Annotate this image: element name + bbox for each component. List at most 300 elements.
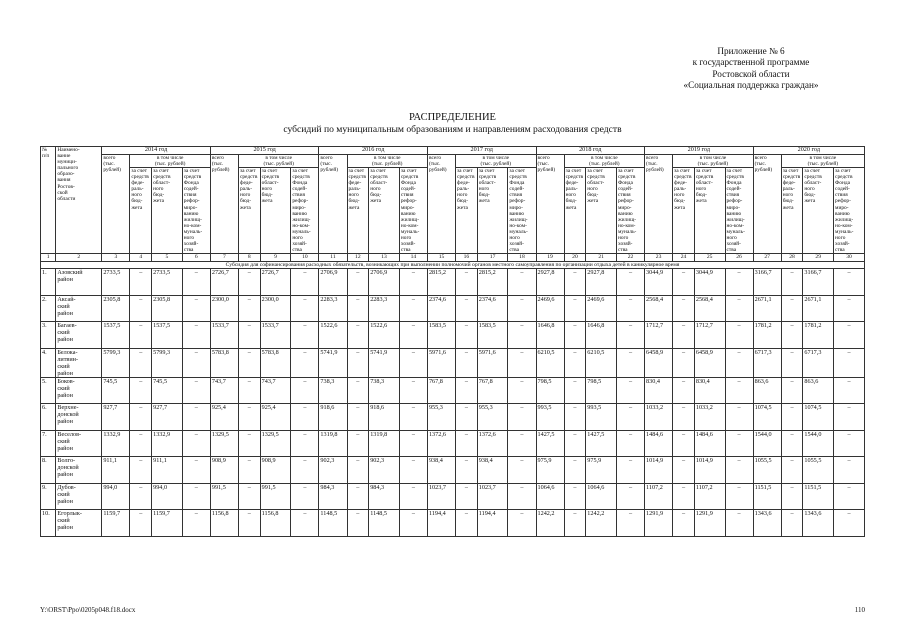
federal-value: – (673, 483, 695, 510)
total-value: 5783,8 (210, 348, 238, 377)
total-value: 6717,3 (753, 348, 781, 377)
header-regional: за счет средств област- ного бюд- жета (477, 167, 508, 253)
federal-value: – (456, 377, 478, 404)
fund-value: – (399, 483, 427, 510)
federal-value: – (781, 295, 803, 322)
fund-value: – (508, 510, 536, 537)
fund-value: – (508, 348, 536, 377)
federal-value: – (564, 404, 586, 431)
federal-value: – (673, 377, 695, 404)
row-number: 10. (41, 510, 56, 537)
federal-value: – (564, 322, 586, 349)
header-federal: за счет средств феде- раль- ного бюд- жета (781, 167, 803, 253)
regional-value: 911,1 (152, 457, 183, 484)
fund-value: – (725, 295, 753, 322)
header-total: всего (тыс. рублей) (427, 154, 455, 254)
appendix-block (641, 46, 861, 92)
row-number: 6. (41, 404, 56, 431)
total-value: 1194,4 (427, 510, 455, 537)
column-number: 28 (781, 254, 803, 261)
total-value: 908,9 (210, 457, 238, 484)
fund-value: – (182, 348, 210, 377)
federal-value: – (238, 269, 260, 296)
federal-value: – (238, 483, 260, 510)
total-value: 1159,7 (102, 510, 130, 537)
regional-value: 1156,8 (260, 510, 291, 537)
regional-value: 2283,3 (369, 295, 400, 322)
total-value: 994,0 (102, 483, 130, 510)
table-row (41, 348, 865, 377)
federal-value: – (238, 377, 260, 404)
fund-value: – (834, 404, 865, 431)
municipality-name: Аксай- ский район (56, 295, 102, 322)
fund-value: – (508, 322, 536, 349)
total-value: 1646,8 (536, 322, 564, 349)
regional-value: 738,3 (369, 377, 400, 404)
federal-value: – (130, 348, 152, 377)
federal-value: – (130, 404, 152, 431)
column-number: 11 (319, 254, 347, 261)
total-value: 767,8 (427, 377, 455, 404)
fund-value: – (725, 430, 753, 457)
federal-value: – (781, 430, 803, 457)
column-number: 30 (834, 254, 865, 261)
regional-value: 1291,9 (694, 510, 725, 537)
row-number: 4. (41, 348, 56, 377)
total-value: 830,4 (645, 377, 673, 404)
total-value: 2706,9 (319, 269, 347, 296)
fund-value: – (399, 269, 427, 296)
total-value: 1064,6 (536, 483, 564, 510)
regional-value: 1151,5 (803, 483, 834, 510)
total-value: 1329,5 (210, 430, 238, 457)
federal-value: – (456, 348, 478, 377)
fund-value: – (291, 430, 319, 457)
total-value: 1033,2 (645, 404, 673, 431)
column-number: 21 (586, 254, 617, 261)
header-row-years (41, 147, 865, 155)
total-value: 955,3 (427, 404, 455, 431)
total-value: 1427,5 (536, 430, 564, 457)
municipality-name: Волго- донской район (56, 457, 102, 484)
regional-value: 2815,2 (477, 269, 508, 296)
federal-value: – (347, 430, 369, 457)
fund-value: – (291, 322, 319, 349)
fund-value: – (182, 430, 210, 457)
total-value: 1148,5 (319, 510, 347, 537)
column-number: 6 (182, 254, 210, 261)
fund-value: – (834, 348, 865, 377)
federal-value: – (130, 269, 152, 296)
total-value: 1332,9 (102, 430, 130, 457)
fund-value: – (399, 295, 427, 322)
footer-page-number: 110 (854, 606, 865, 614)
regional-value: 1372,6 (477, 430, 508, 457)
regional-value: 902,3 (369, 457, 400, 484)
fund-value: – (725, 348, 753, 377)
fund-value: – (182, 510, 210, 537)
header-year: 2015 год (210, 147, 319, 155)
fund-value: – (399, 322, 427, 349)
regional-value: 767,8 (477, 377, 508, 404)
regional-value: 2733,5 (152, 269, 183, 296)
regional-value: 1583,5 (477, 322, 508, 349)
regional-value: 1014,9 (694, 457, 725, 484)
header-year: 2018 год (536, 147, 645, 155)
total-value: 2305,8 (102, 295, 130, 322)
total-value: 993,5 (536, 404, 564, 431)
fund-value: – (834, 295, 865, 322)
fund-value: – (834, 269, 865, 296)
header-federal: за счет средств феде- раль- ного бюд- жета (564, 167, 586, 253)
header-total: всего (тыс. рублей) (753, 154, 781, 254)
header-federal: за счет средств феде- раль- ного бюд- жета (130, 167, 152, 253)
header-fund: за счет средств Фонда содей- ствия рефор- миро- ванию жилищ- но-ком- муналь- ного хозяй- ства (834, 167, 865, 253)
fund-value: – (182, 269, 210, 296)
column-number: 22 (616, 254, 644, 261)
column-number: 8 (238, 254, 260, 261)
regional-value: 1533,7 (260, 322, 291, 349)
federal-value: – (456, 295, 478, 322)
federal-value: – (238, 510, 260, 537)
federal-value: – (130, 322, 152, 349)
header-total: всего (тыс. рублей) (102, 154, 130, 254)
fund-value: – (834, 457, 865, 484)
regional-value: 1427,5 (586, 430, 617, 457)
header-year: 2020 год (753, 147, 864, 155)
federal-value: – (238, 404, 260, 431)
footer-file-path: Y:\ORST\Ppo\0205p048.f18.docx (40, 606, 136, 614)
fund-value: – (399, 348, 427, 377)
federal-value: – (673, 404, 695, 431)
row-number: 5. (41, 377, 56, 404)
federal-value: – (130, 510, 152, 537)
header-incl: в том числе (тыс. рублей) (238, 154, 318, 167)
fund-value: – (725, 457, 753, 484)
row-number: 1. (41, 269, 56, 296)
fund-value: – (291, 377, 319, 404)
total-value: 918,6 (319, 404, 347, 431)
total-value: 745,5 (102, 377, 130, 404)
fund-value: – (182, 322, 210, 349)
federal-value: – (781, 510, 803, 537)
column-number: 2 (56, 254, 102, 261)
regional-value: 1148,5 (369, 510, 400, 537)
fund-value: – (834, 483, 865, 510)
federal-value: – (130, 295, 152, 322)
header-num: № п/п (41, 147, 56, 254)
federal-value: – (781, 322, 803, 349)
header-incl: в том числе (тыс. рублей) (130, 154, 210, 167)
federal-value: – (564, 295, 586, 322)
federal-value: – (781, 483, 803, 510)
total-value: 1372,6 (427, 430, 455, 457)
regional-value: 2305,8 (152, 295, 183, 322)
regional-value: 1332,9 (152, 430, 183, 457)
regional-value: 5783,8 (260, 348, 291, 377)
column-number: 7 (210, 254, 238, 261)
federal-value: – (347, 483, 369, 510)
federal-value: – (456, 510, 478, 537)
header-federal: за счет средств феде- раль- ного бюд- жета (456, 167, 478, 253)
regional-value: 3044,9 (694, 269, 725, 296)
federal-value: – (456, 430, 478, 457)
fund-value: – (291, 348, 319, 377)
regional-value: 1074,5 (803, 404, 834, 431)
regional-value: 2726,7 (260, 269, 291, 296)
federal-value: – (673, 430, 695, 457)
total-value: 5971,6 (427, 348, 455, 377)
fund-value: – (834, 510, 865, 537)
federal-value: – (564, 348, 586, 377)
regional-value: 1107,2 (694, 483, 725, 510)
federal-value: – (564, 510, 586, 537)
total-value: 5741,9 (319, 348, 347, 377)
fund-value: – (399, 510, 427, 537)
section-title: Субсидия для софинансирования расходных обязательств, возникающих при выполнении полномочий органов местного самоуправления по организации отдыха детей в каникулярное время (41, 261, 865, 268)
regional-value: 2706,9 (369, 269, 400, 296)
federal-value: – (456, 457, 478, 484)
federal-value: – (564, 430, 586, 457)
regional-value: 1544,0 (803, 430, 834, 457)
fund-value: – (616, 457, 644, 484)
table-row (41, 483, 865, 510)
total-value: 2733,5 (102, 269, 130, 296)
total-value: 743,7 (210, 377, 238, 404)
header-fund: за счет средств Фонда содей- ствия рефор- миро- ванию жилищ- но-ком- муналь- ного хозяй- ства (182, 167, 210, 253)
fund-value: – (182, 483, 210, 510)
fund-value: – (291, 269, 319, 296)
federal-value: – (673, 269, 695, 296)
regional-value: 918,6 (369, 404, 400, 431)
document-title: РАСПРЕДЕЛЕНИЕ (409, 112, 496, 123)
total-value: 5799,3 (102, 348, 130, 377)
fund-value: – (725, 510, 753, 537)
regional-value: 1343,6 (803, 510, 834, 537)
fund-value: – (834, 322, 865, 349)
federal-value: – (347, 322, 369, 349)
total-value: 1781,2 (753, 322, 781, 349)
column-number: 13 (369, 254, 400, 261)
municipality-name: Верхне- донской район (56, 404, 102, 431)
regional-value: 927,7 (152, 404, 183, 431)
total-value: 798,5 (536, 377, 564, 404)
header-incl: в том числе (тыс. рублей) (781, 154, 864, 167)
federal-value: – (781, 377, 803, 404)
fund-value: – (616, 377, 644, 404)
total-value: 3166,7 (753, 269, 781, 296)
total-value: 2568,4 (645, 295, 673, 322)
fund-value: – (182, 295, 210, 322)
federal-value: – (456, 322, 478, 349)
total-value: 984,3 (319, 483, 347, 510)
total-value: 938,4 (427, 457, 455, 484)
regional-value: 1055,5 (803, 457, 834, 484)
federal-value: – (347, 510, 369, 537)
fund-value: – (508, 269, 536, 296)
regional-value: 863,6 (803, 377, 834, 404)
federal-value: – (347, 457, 369, 484)
total-value: 1291,9 (645, 510, 673, 537)
total-value: 1537,5 (102, 322, 130, 349)
table-row (41, 457, 865, 484)
header-federal: за счет средств феде- раль- ного бюд- жета (673, 167, 695, 253)
regional-value: 908,9 (260, 457, 291, 484)
federal-value: – (564, 269, 586, 296)
header-total: всего (тыс. рублей) (536, 154, 564, 254)
fund-value: – (399, 430, 427, 457)
row-number: 2. (41, 295, 56, 322)
total-value: 738,3 (319, 377, 347, 404)
regional-value: 5799,3 (152, 348, 183, 377)
total-value: 1484,6 (645, 430, 673, 457)
municipality-name: Белока- литвин- ский район (56, 348, 102, 377)
table-row (41, 404, 865, 431)
federal-value: – (673, 322, 695, 349)
header-name: Наимено- вание муници- пального образо- вания Ростов- ской области (56, 147, 102, 254)
fund-value: – (616, 483, 644, 510)
regional-value: 743,7 (260, 377, 291, 404)
header-year: 2017 год (427, 147, 536, 155)
total-value: 927,7 (102, 404, 130, 431)
header-year: 2016 год (319, 147, 428, 155)
regional-value: 938,4 (477, 457, 508, 484)
total-value: 3044,9 (645, 269, 673, 296)
fund-value: – (725, 377, 753, 404)
fund-value: – (616, 322, 644, 349)
fund-value: – (182, 457, 210, 484)
federal-value: – (130, 457, 152, 484)
fund-value: – (291, 483, 319, 510)
federal-value: – (673, 457, 695, 484)
fund-value: – (508, 404, 536, 431)
total-value: 1014,9 (645, 457, 673, 484)
total-value: 1156,8 (210, 510, 238, 537)
federal-value: – (347, 377, 369, 404)
row-number: 3. (41, 322, 56, 349)
regional-value: 1064,6 (586, 483, 617, 510)
column-number: 19 (536, 254, 564, 261)
column-number: 10 (291, 254, 319, 261)
regional-value: 1194,4 (477, 510, 508, 537)
federal-value: – (781, 348, 803, 377)
municipality-name: Дубов- ский район (56, 483, 102, 510)
federal-value: – (130, 430, 152, 457)
header-regional: за счет средств област- ного бюд- жета (586, 167, 617, 253)
column-number: 20 (564, 254, 586, 261)
fund-value: – (616, 348, 644, 377)
regional-value: 1484,6 (694, 430, 725, 457)
fund-value: – (508, 430, 536, 457)
federal-value: – (130, 377, 152, 404)
header-regional: за счет средств област- ного бюд- жета (152, 167, 183, 253)
header-row-incl (41, 154, 865, 167)
appendix-line-3: Ростовской области (712, 68, 790, 79)
header-total: всего (тыс. рублей) (210, 154, 238, 254)
header-fund: за счет средств Фонда содей- ствия рефор- миро- ванию жилищ- но-ком- муналь- ного хозяй- ства (508, 167, 536, 253)
total-value: 975,9 (536, 457, 564, 484)
total-value: 1712,7 (645, 322, 673, 349)
header-regional: за счет средств област- ного бюд- жета (369, 167, 400, 253)
header-total: всего (тыс. рублей) (319, 154, 347, 254)
total-value: 1151,5 (753, 483, 781, 510)
regional-value: 6717,3 (803, 348, 834, 377)
header-fund: за счет средств Фонда содей- ствия рефор- миро- ванию жилищ- но-ком- муналь- ного хозяй- ства (616, 167, 644, 253)
document-subtitle: субсидий по муниципальным образованиям и направлениям расходования средств (283, 124, 622, 135)
column-number: 3 (102, 254, 130, 261)
municipality-name: Егорлык- ский район (56, 510, 102, 537)
fund-value: – (399, 404, 427, 431)
total-value: 2300,0 (210, 295, 238, 322)
fund-value: – (291, 510, 319, 537)
header-federal: за счет средств феде- раль- ного бюд- жета (347, 167, 369, 253)
municipality-name: Боков- ский район (56, 377, 102, 404)
fund-value: – (399, 457, 427, 484)
total-value: 991,5 (210, 483, 238, 510)
regional-value: 1646,8 (586, 322, 617, 349)
column-number: 26 (725, 254, 753, 261)
total-value: 1055,5 (753, 457, 781, 484)
total-value: 1074,5 (753, 404, 781, 431)
regional-value: 6458,9 (694, 348, 725, 377)
regional-value: 2927,8 (586, 269, 617, 296)
column-number: 15 (427, 254, 455, 261)
column-number: 4 (130, 254, 152, 261)
table-row (41, 295, 865, 322)
federal-value: – (564, 483, 586, 510)
federal-value: – (347, 348, 369, 377)
fund-value: – (508, 377, 536, 404)
federal-value: – (781, 269, 803, 296)
fund-value: – (834, 377, 865, 404)
federal-value: – (673, 510, 695, 537)
header-year: 2014 год (102, 147, 211, 155)
total-value: 1107,2 (645, 483, 673, 510)
regional-value: 745,5 (152, 377, 183, 404)
federal-value: – (456, 269, 478, 296)
fund-value: – (616, 404, 644, 431)
regional-value: 1033,2 (694, 404, 725, 431)
header-federal: за счет средств феде- раль- ного бюд- жета (238, 167, 260, 253)
header-fund: за счет средств Фонда содей- ствия рефор- миро- ванию жилищ- но-ком- муналь- ного хозяй- ства (399, 167, 427, 253)
regional-value: 1522,6 (369, 322, 400, 349)
column-number: 14 (399, 254, 427, 261)
header-incl: в том числе (тыс. рублей) (673, 154, 753, 167)
regional-value: 2568,4 (694, 295, 725, 322)
table-row (41, 269, 865, 296)
regional-value: 984,3 (369, 483, 400, 510)
appendix-line-2: к государственной программе (692, 57, 810, 68)
total-value: 6210,5 (536, 348, 564, 377)
distribution-table (40, 146, 865, 537)
regional-value: 2374,6 (477, 295, 508, 322)
fund-value: – (616, 269, 644, 296)
column-number: 24 (673, 254, 695, 261)
total-value: 1533,7 (210, 322, 238, 349)
regional-value: 991,5 (260, 483, 291, 510)
total-value: 911,1 (102, 457, 130, 484)
total-value: 2927,8 (536, 269, 564, 296)
regional-value: 1712,7 (694, 322, 725, 349)
regional-value: 1329,5 (260, 430, 291, 457)
regional-value: 5741,9 (369, 348, 400, 377)
municipality-name: Багаев- ский район (56, 322, 102, 349)
header-incl: в том числе (тыс. рублей) (564, 154, 644, 167)
regional-value: 1319,8 (369, 430, 400, 457)
regional-value: 3166,7 (803, 269, 834, 296)
total-value: 1343,6 (753, 510, 781, 537)
regional-value: 2300,0 (260, 295, 291, 322)
